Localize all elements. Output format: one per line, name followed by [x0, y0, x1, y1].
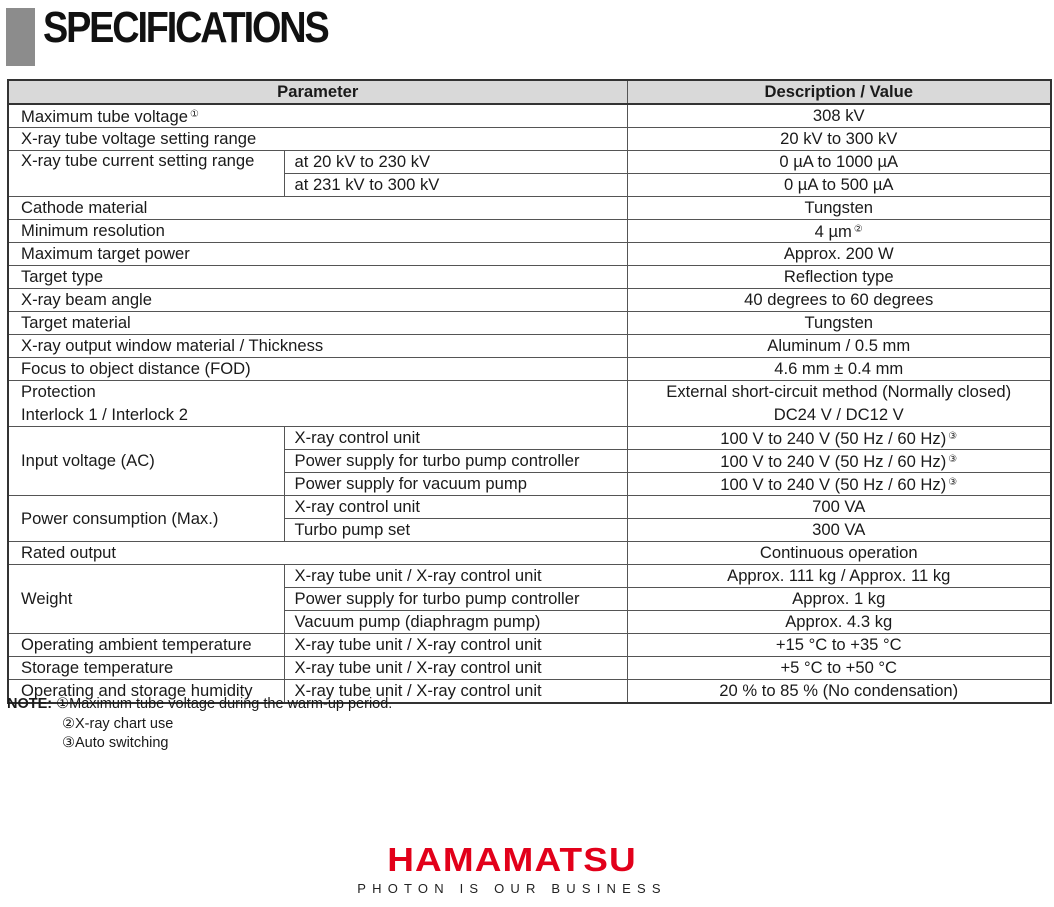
- param-cell: X-ray tube voltage setting range: [8, 128, 627, 151]
- sub-param-cell: Power supply for turbo pump controller: [284, 588, 627, 611]
- sub-param-cell: X-ray control unit: [284, 427, 627, 450]
- param-cell: Operating and storage humidity: [8, 680, 284, 704]
- table-row: [8, 335, 1051, 358]
- table-row: [8, 197, 1051, 220]
- value-cell: External short-circuit method (Normally closed) DC24 V / DC12 V: [627, 381, 1051, 427]
- footnote-marker: ③: [948, 454, 958, 465]
- value-cell: 300 VA: [627, 519, 1051, 542]
- table-row: [8, 151, 1051, 174]
- param-cell: Input voltage (AC): [8, 427, 284, 496]
- sub-param-cell: at 20 kV to 230 kV: [284, 151, 627, 174]
- table-row: [8, 634, 1051, 657]
- param-cell: Protection Interlock 1 / Interlock 2: [8, 381, 627, 427]
- value-cell: 100 V to 240 V (50 Hz / 60 Hz) ③: [627, 450, 1051, 473]
- value-cell: 20 % to 85 % (No condensation): [627, 680, 1051, 704]
- brand-tagline: PHOTON IS OUR BUSINESS: [357, 881, 667, 896]
- param-cell: X-ray output window material / Thickness: [8, 335, 627, 358]
- value-cell: Approx. 4.3 kg: [627, 611, 1051, 634]
- param-cell: Focus to object distance (FOD): [8, 358, 627, 381]
- value-cell: 4.6 mm ± 0.4 mm: [627, 358, 1051, 381]
- sub-param-cell: X-ray tube unit / X-ray control unit: [284, 680, 627, 704]
- header-parameter: Parameter: [8, 80, 627, 104]
- value-cell: 4 µm ②: [627, 220, 1051, 243]
- value-cell: +5 °C to +50 °C: [627, 657, 1051, 680]
- title-accent-bar: [6, 8, 35, 66]
- footnote-marker: ③: [948, 477, 958, 488]
- sub-param-cell: at 231 kV to 300 kV: [284, 174, 627, 197]
- sub-param-cell: X-ray tube unit / X-ray control unit: [284, 565, 627, 588]
- value-cell: 700 VA: [627, 496, 1051, 519]
- table-row: [8, 358, 1051, 381]
- note-label: NOTE:: [7, 696, 53, 712]
- table-row: [8, 104, 1051, 128]
- value-cell: +15 °C to +35 °C: [627, 634, 1051, 657]
- specifications-table: [7, 79, 1052, 704]
- param-cell: Storage temperature: [8, 657, 284, 680]
- brand-logo: [337, 843, 687, 896]
- note-item: ①Maximum tube voltage during the warm-up period.: [56, 696, 393, 712]
- param-cell: X-ray tube current setting range: [8, 151, 284, 197]
- table-row: [8, 542, 1051, 565]
- table-row: [8, 427, 1051, 450]
- table-row: [8, 565, 1051, 588]
- value-cell: Continuous operation: [627, 542, 1051, 565]
- value-cell: 0 µA to 1000 µA: [627, 151, 1051, 174]
- param-cell: Power consumption (Max.): [8, 496, 284, 542]
- param-cell: Target material: [8, 312, 627, 335]
- param-cell: Maximum tube voltage ①: [8, 104, 627, 128]
- footnote-marker: ①: [189, 109, 199, 120]
- value-cell: 100 V to 240 V (50 Hz / 60 Hz) ③: [627, 473, 1051, 496]
- sub-param-cell: Vacuum pump (diaphragm pump): [284, 611, 627, 634]
- page-title: SPECIFICATIONS: [43, 3, 328, 52]
- value-cell: 308 kV: [627, 104, 1051, 128]
- value-cell: Aluminum / 0.5 mm: [627, 335, 1051, 358]
- brand-wordmark: HAMAMATSU: [387, 841, 637, 878]
- table-row: [8, 657, 1051, 680]
- param-cell: Operating ambient temperature: [8, 634, 284, 657]
- note-item: ③Auto switching: [62, 735, 169, 751]
- sub-param-cell: Turbo pump set: [284, 519, 627, 542]
- sub-param-cell: Power supply for vacuum pump: [284, 473, 627, 496]
- header-value: Description / Value: [627, 80, 1051, 104]
- note-item: ②X-ray chart use: [62, 715, 174, 732]
- param-cell: Rated output: [8, 542, 627, 565]
- param-cell: X-ray beam angle: [8, 289, 627, 312]
- value-cell: Reflection type: [627, 266, 1051, 289]
- value-cell: 100 V to 240 V (50 Hz / 60 Hz) ③: [627, 427, 1051, 450]
- table-row: [8, 381, 1051, 427]
- value-cell: 20 kV to 300 kV: [627, 128, 1051, 151]
- param-cell: Target type: [8, 266, 627, 289]
- table-row: [8, 289, 1051, 312]
- sub-param-cell: X-ray tube unit / X-ray control unit: [284, 634, 627, 657]
- value-cell: 0 µA to 500 µA: [627, 174, 1051, 197]
- page-header: [6, 3, 374, 66]
- value-cell: Approx. 111 kg / Approx. 11 kg: [627, 565, 1051, 588]
- table-row: [8, 496, 1051, 519]
- sub-param-cell: Power supply for turbo pump controller: [284, 450, 627, 473]
- param-cell: Cathode material: [8, 197, 627, 220]
- param-cell: Maximum target power: [8, 243, 627, 266]
- table-row: [8, 220, 1051, 243]
- value-cell: Tungsten: [627, 197, 1051, 220]
- table-row: [8, 312, 1051, 335]
- value-cell: Tungsten: [627, 312, 1051, 335]
- param-cell: Minimum resolution: [8, 220, 627, 243]
- value-cell: 40 degrees to 60 degrees: [627, 289, 1051, 312]
- value-cell: Approx. 1 kg: [627, 588, 1051, 611]
- value-cell: Approx. 200 W: [627, 243, 1051, 266]
- param-cell: Weight: [8, 565, 284, 634]
- footnote-marker: ②: [853, 224, 863, 235]
- table-row: [8, 266, 1051, 289]
- sub-param-cell: X-ray control unit: [284, 496, 627, 519]
- table-row: [8, 128, 1051, 151]
- footnote-marker: ③: [948, 431, 958, 442]
- footnotes: [7, 695, 392, 754]
- sub-param-cell: X-ray tube unit / X-ray control unit: [284, 657, 627, 680]
- table-header-row: [8, 80, 1051, 104]
- table-row: [8, 243, 1051, 266]
